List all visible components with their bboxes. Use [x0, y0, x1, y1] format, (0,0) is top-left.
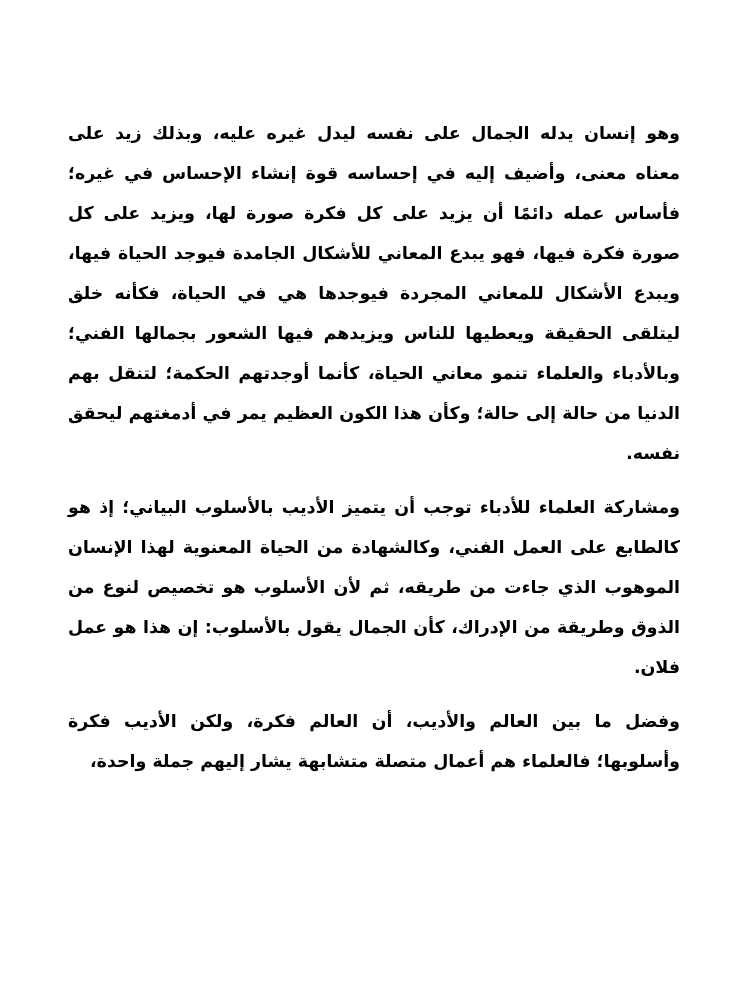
paragraph-1: وهو إنسان يدله الجمال على نفسه ليدل غيره عليه، وبذلك زيد على معناه معنى، وأضيف إليه في إحساسه قوة إنشاء الإحساس في غيره؛ فأساس عمله دائمًا أن يزيد على كل فكرة صورة لها، ويزيد على كل صورة فكرة فيها، فهو يبدع المعاني للأشكال الجامدة فيوجد الحياة فيها، ويبدع الأشكال للمعاني المجردة فيوجدها هي في الحياة، فكأنه خلق ليتلقى الحقيقة ويعطيها للناس ويزيدهم فيها الشعور بجمالها الفني؛ وبالأدباء والعلماء تنمو معاني الحياة، كأنما أوجدتهم الحكمة؛ لتنقل بهم الدنيا من حالة إلى حالة؛ وكأن هذا الكون العظيم يمر في أدمغتهم ليحقق نفسه.: [68, 124, 680, 464]
paragraph-3: وفضل ما بين العالم والأديب، أن العالم فكرة، ولكن الأديب فكرة وأسلوبها؛ فالعلماء هم أعمال متصلة متشابهة يشار إليهم جملة واحدة،: [68, 712, 680, 772]
document-body: [68, 114, 680, 796]
paragraph-2: ومشاركة العلماء للأدباء توجب أن يتميز الأديب بالأسلوب البياني؛ إذ هو كالطابع على العمل الفني، وكالشهادة من الحياة المعنوية لهذا الإنسان الموهوب الذي جاءت من طريقه، ثم لأن الأسلوب هو تخصيص لنوع من الذوق وطريقة من الإدراك، كأن الجمال يقول بالأسلوب: إن هذا هو عمل فلان.: [68, 498, 680, 678]
